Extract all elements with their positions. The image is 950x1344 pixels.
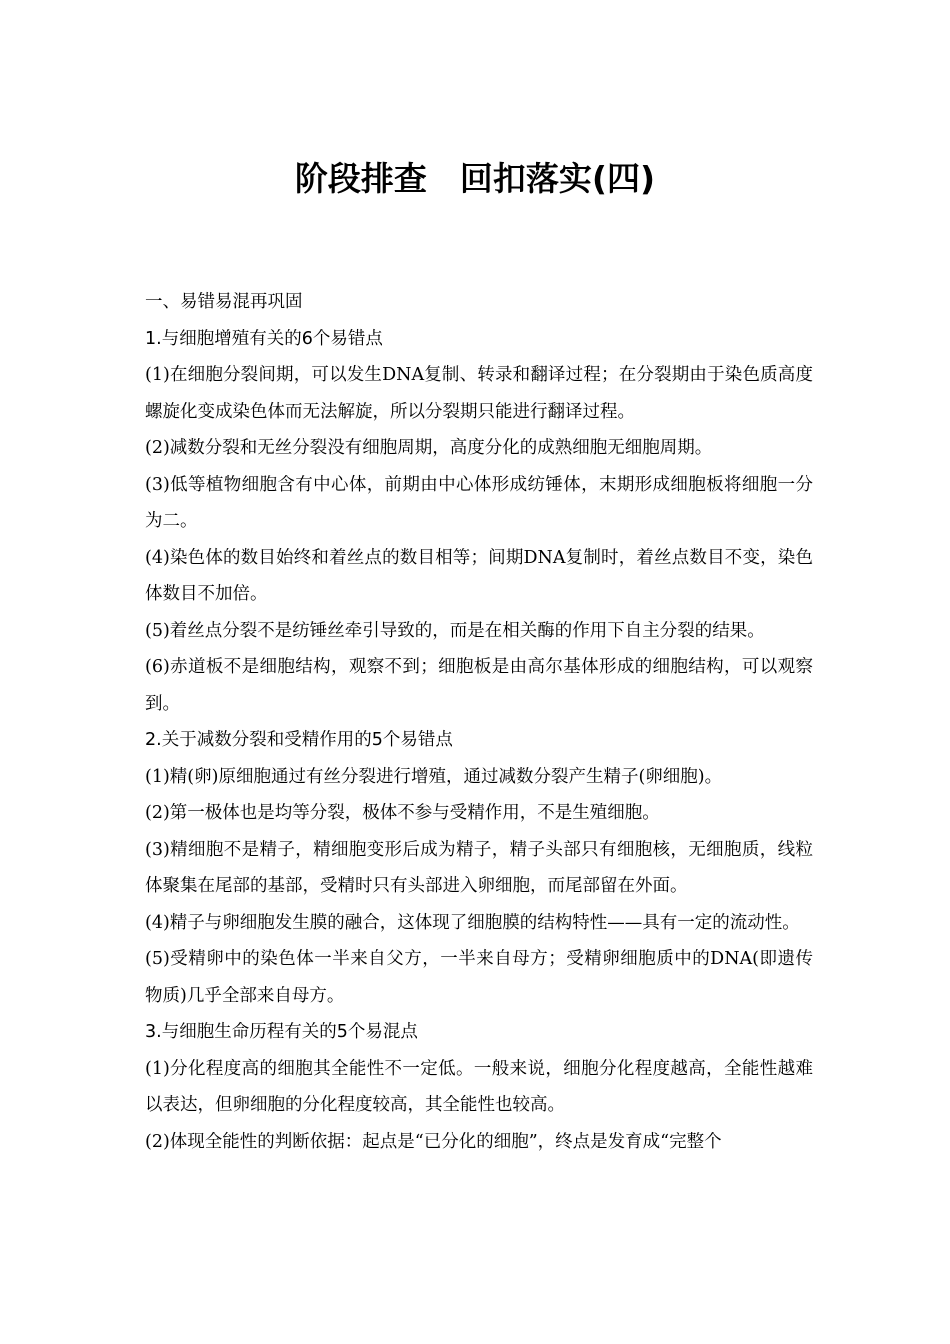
paragraph: (1)在细胞分裂间期，可以发生DNA复制、转录和翻译过程；在分裂期由于染色质高度螺旋化变成染色体而无法解旋，所以分裂期只能进行翻译过程。 <box>145 365 813 422</box>
subsection-heading-3: 3.与细胞生命历程有关的5个易混点 <box>145 1022 418 1042</box>
paragraph: (4)染色体的数目始终和着丝点的数目相等；间期DNA复制时，着丝点数目不变，染色体数目不加倍。 <box>145 547 813 604</box>
paragraph: (6)赤道板不是细胞结构，观察不到；细胞板是由高尔基体形成的细胞结构，可以观察到。 <box>145 657 813 714</box>
paragraph: (1)分化程度高的细胞其全能性不一定低。一般来说，细胞分化程度越高，全能性越难以表达，但卵细胞的分化程度较高，其全能性也较高。 <box>145 1058 813 1115</box>
paragraph: (2)减数分裂和无丝分裂没有细胞周期，高度分化的成熟细胞无细胞周期。 <box>145 438 713 458</box>
subsection-heading-2: 2.关于减数分裂和受精作用的5个易错点 <box>145 730 453 750</box>
paragraph: (3)低等植物细胞含有中心体，前期由中心体形成纺锤体，末期形成细胞板将细胞一分为二。 <box>145 474 813 531</box>
paragraph: (5)着丝点分裂不是纺锤丝牵引导致的，而是在相关酶的作用下自主分裂的结果。 <box>145 620 765 641</box>
paragraph: (5)受精卵中的染色体一半来自父方，一半来自母方；受精卵细胞质中的DNA(即遗传物质)几乎全部来自母方。 <box>145 949 813 1006</box>
paragraph: (2)体现全能性的判断依据：起点是“已分化的细胞”，终点是发育成“完整个 <box>145 1131 722 1152</box>
paragraph: (1)精(卵)原细胞通过有丝分裂进行增殖，通过减数分裂产生精子(卵细胞)。 <box>145 766 723 787</box>
document-body <box>145 284 813 1160</box>
paragraph: (4)精子与卵细胞发生膜的融合，这体现了细胞膜的结构特性——具有一定的流动性。 <box>145 912 800 933</box>
subsection-heading-1: 1.与细胞增殖有关的6个易错点 <box>145 328 383 349</box>
paragraph: (3)精细胞不是精子，精细胞变形后成为精子，精子头部只有细胞核，无细胞质，线粒体聚集在尾部的基部，受精时只有头部进入卵细胞，而尾部留在外面。 <box>145 839 813 896</box>
paragraph: (2)第一极体也是均等分裂，极体不参与受精作用，不是生殖细胞。 <box>145 803 660 823</box>
section-heading: 一、易错易混再巩固 <box>145 292 303 312</box>
page-title: 阶段排查 回扣落实(四) <box>294 159 656 198</box>
